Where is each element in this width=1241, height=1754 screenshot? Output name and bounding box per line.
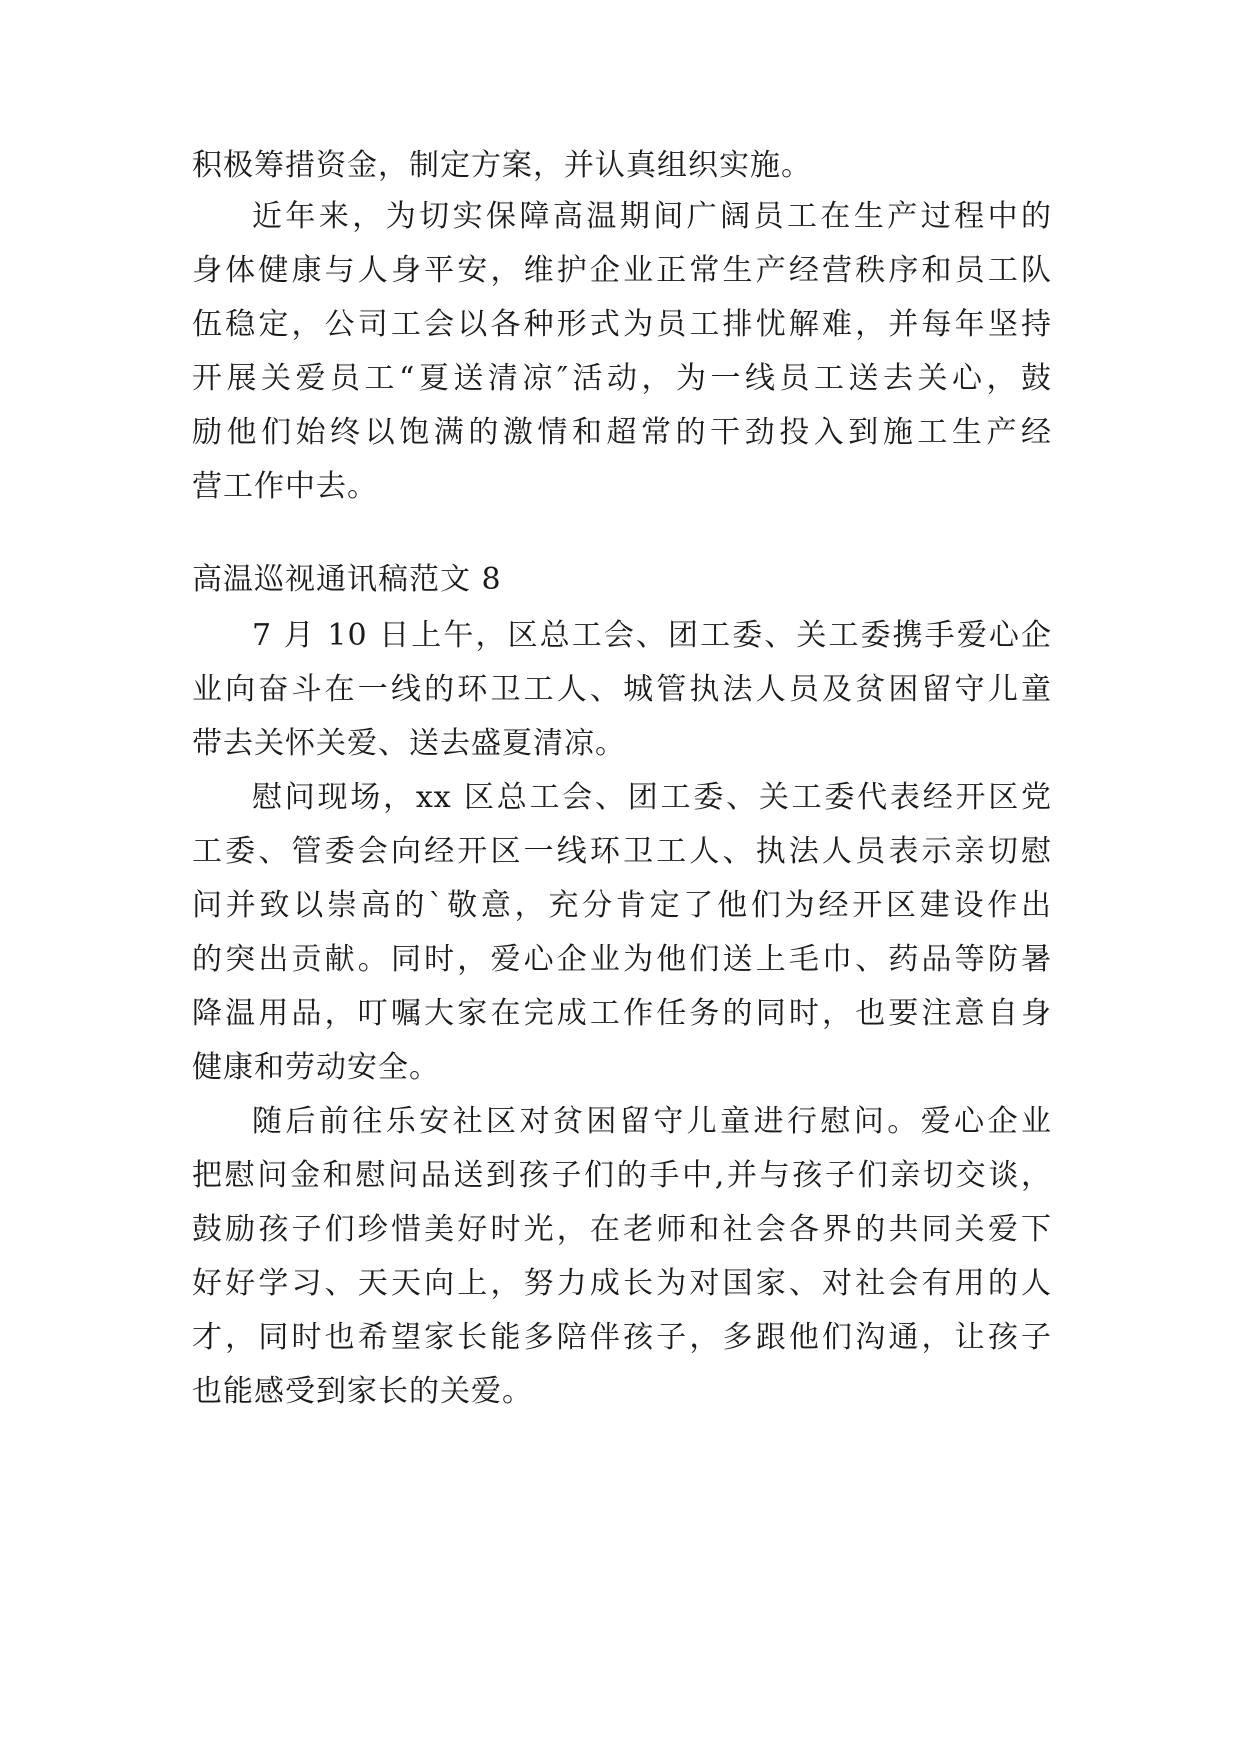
paragraph-line: 营工作中去。 [192,469,378,504]
paragraph-line: 也能感受到家长的关爱。 [192,1374,533,1409]
paragraph-line: 伍稳定，公司工会以各种形式为员工排忧解难，并每年坚持 [192,307,1052,342]
paragraph-line: 慰问现场，xx 区总工会、团工委、关工委代表经开区党 [252,780,1052,815]
paragraph-line: 健康和劳动安全。 [192,1050,440,1085]
paragraph-line: 问并致以崇高的`敬意，充分肯定了他们为经开区建设作出 [192,888,1052,923]
paragraph-line: 的突出贡献。同时，爱心企业为他们送上毛巾、药品等防暑 [192,942,1052,977]
paragraph-line: 7 月 10 日上午，区总工会、团工委、关工委携手爱心企 [252,618,1052,653]
paragraph-line: 才，同时也希望家长能多陪伴孩子，多跟他们沟通，让孩子 [192,1320,1052,1355]
paragraph-line: 带去关怀关爱、送去盛夏清凉。 [192,726,626,761]
paragraph-line: 积极筹措资金，制定方案，并认真组织实施。 [192,148,812,183]
paragraph-line: 近年来，为切实保障高温期间广阔员工在生产过程中的 [252,199,1052,234]
paragraph-line: 开展关爱员工“夏送清凉″活动，为一线员工送去关心，鼓 [192,361,1052,396]
paragraph-line: 把慰问金和慰问品送到孩子们的手中,并与孩子们亲切交谈， [192,1158,1052,1193]
paragraph-line: 降温用品，叮嘱大家在完成工作任务的同时，也要注意自身 [192,996,1052,1031]
paragraph-line: 工委、管委会向经开区一线环卫工人、执法人员表示亲切慰 [192,834,1052,869]
paragraph-line: 业向奋斗在一线的环卫工人、城管执法人员及贫困留守儿童 [192,672,1052,707]
paragraph-line: 身体健康与人身平安，维护企业正常生产经营秩序和员工队 [192,253,1052,288]
section-heading: 高温巡视通讯稿范文 8 [192,562,502,597]
paragraph-line: 励他们始终以饱满的激情和超常的干劲投入到施工生产经 [192,415,1052,450]
paragraph-line: 随后前往乐安社区对贫困留守儿童进行慰问。爱心企业 [252,1104,1052,1139]
paragraph-line: 好好学习、天天向上，努力成长为对国家、对社会有用的人 [192,1266,1052,1301]
paragraph-line: 鼓励孩子们珍惜美好时光，在老师和社会各界的共同关爱下 [192,1212,1052,1247]
